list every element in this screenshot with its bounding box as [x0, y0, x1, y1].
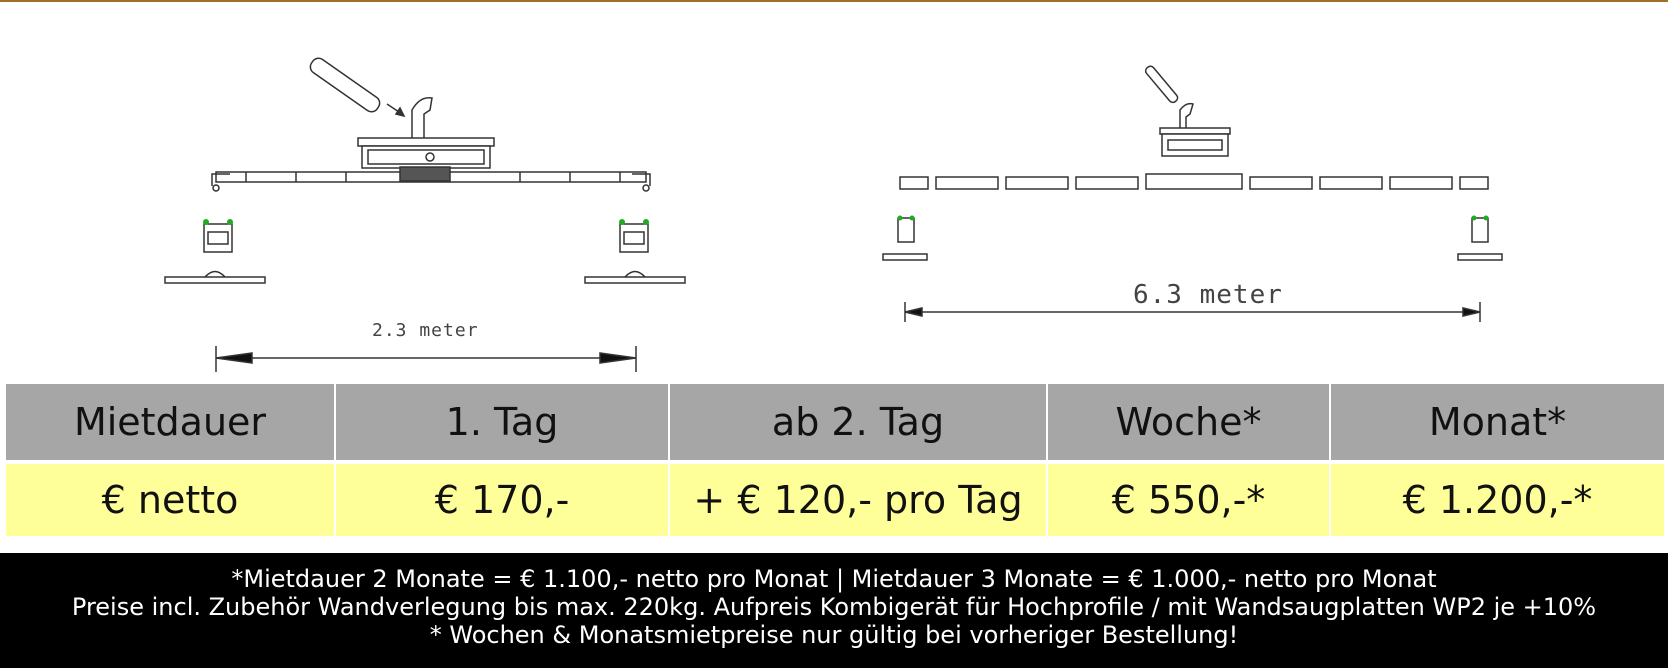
- header-monat: Monat*: [1331, 384, 1664, 460]
- footer-line-3: * Wochen & Monatsmietpreise nur gültig bei vorheriger Bestellung!: [429, 621, 1239, 649]
- footer-line-1: *Mietdauer 2 Monate = € 1.100,- netto pro Monat | Mietdauer 3 Monate = € 1.000,- netto pro Monat: [231, 565, 1437, 593]
- suction-plate-left-2: [585, 277, 685, 283]
- price-table: [4, 380, 1666, 540]
- hook-mount: [412, 98, 432, 144]
- cell-price-day-1: € 170,-: [336, 464, 668, 536]
- price-table-value-row: [6, 464, 1664, 536]
- footer-notes: [0, 553, 1668, 668]
- dimension-label-right: 6.3 meter: [1133, 280, 1283, 310]
- suction-plate-left-1: [165, 277, 265, 283]
- dimension-label-left: 2.3 meter: [372, 320, 479, 341]
- header-woche: Woche*: [1048, 384, 1329, 460]
- cell-price-month: € 1.200,-*: [1331, 464, 1664, 536]
- suction-plate-right-2: [1458, 254, 1502, 260]
- suction-plate-right-1: [883, 254, 927, 260]
- lever-handle-right: [1144, 65, 1179, 104]
- header-tag-1: 1. Tag: [336, 384, 668, 460]
- header-ab-tag-2: ab 2. Tag: [670, 384, 1046, 460]
- cell-price-week: € 550,-*: [1048, 464, 1329, 536]
- technical-drawings: [0, 2, 1668, 380]
- footer-line-2: Preise incl. Zubehör Wandverlegung bis max. 220kg. Aufpreis Kombigerät für Hochprofile / mit Wandsaugplatten WP2 je +10%: [71, 593, 1597, 621]
- header-mietdauer: Mietdauer: [6, 384, 334, 460]
- price-table-header-row: [6, 384, 1664, 460]
- cell-price-day-2: + € 120,- pro Tag: [670, 464, 1046, 536]
- cell-netto-label: € netto: [6, 464, 334, 536]
- technical-drawing-svg: [0, 2, 1668, 380]
- lever-handle: [308, 56, 383, 115]
